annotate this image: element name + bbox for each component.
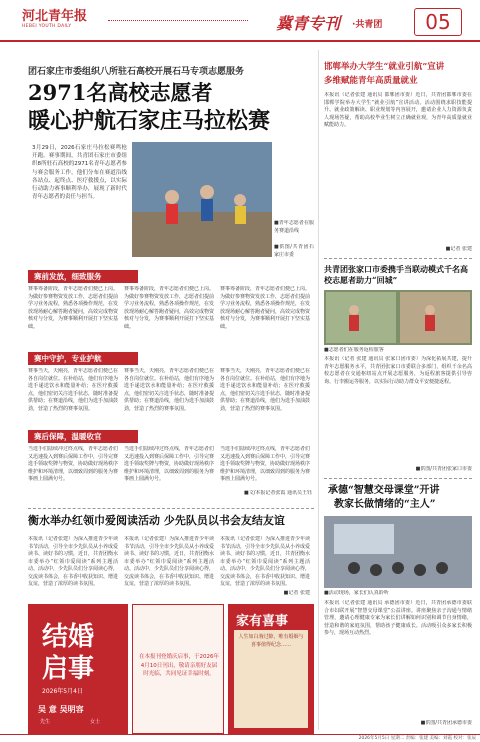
paper-name: 河北青年报 — [22, 9, 88, 24]
ad-notice-text: 在本报刊登婚庆启事，于2026年4月10日刊出，敬请亲朋好友届时光临，共同见证幸福时刻。 — [139, 654, 219, 677]
culture-headline: 衡水举办红领巾爱阅读活动 少先队员以书会友结友谊 — [28, 514, 285, 527]
ad-joy-lines: 人生如白驹过隙，唯有婚姻与喜事值得纪念…… — [238, 634, 304, 648]
lead-credit: ■文/本报记者张霞 通讯员王钰 — [244, 490, 312, 496]
volunteer-photo-icon — [324, 290, 472, 345]
paper-name-en: HEBEI YOUTH DAILY — [22, 24, 72, 29]
sub-heading-2: 赛中守护，专业护航 — [28, 352, 138, 365]
right-bottom-credit: ■供图/共青团承德市委 — [420, 720, 472, 726]
right-top-text: 本报讯（记者张建 通讯员 邯郸团市委）近日，共青团邯郸市委在邯郸学院举办大学生“就业引航”宣讲活动。活动围绕求职技能提升、就业政策解读、职业规划等内容展开，邀请企业人力资源负责人现场答疑，帮助高校毕业生树立正确就业观，为青年高质量就业赋能助力。 — [324, 92, 472, 128]
ad-joy — [228, 604, 314, 734]
ad-joy-title: 家有喜事 — [236, 614, 289, 629]
right-mid-credit: ■供图/共青团张家口市委 — [415, 466, 472, 472]
sub-heading-1: 赛前发放，细致服务 — [28, 270, 138, 283]
sub-text-1c: 赛事筹备阶段，青年志愿者们便已上岗。为做好参赛物资发放工作，志愿者们提前学习业务流程，熟悉各项操作规范，在发放现场耐心解答跑者疑问，高效完成物资核对与分发，为赛事顺利开展打下坚实基础。 — [220, 286, 310, 330]
culture-text-a: 本报讯（记者张建）为深入推进青少年读书节活动，引导全市少先队员从小养成爱读书、读好书的习惯，近日，共青团衡水市委举办“红领巾爱阅读”系列主题活动。活动中，少先队员们分享阅读心得，交流读书体会，在书香中收获知识、增进友谊，营造了浓厚的读书氛围。 — [28, 536, 118, 587]
sub-text-1a: 赛事筹备阶段，青年志愿者们便已上岗。为做好参赛物资发放工作，志愿者们提前学习业务流程，熟悉各项操作规范，在发放现场耐心解答跑者疑问，高效完成物资核对与分发，为赛事顺利开展打下坚实基础。 — [28, 286, 118, 330]
sub-text-3b: 当选手们陆续冲过终点线，青年志愿者们又迅速投入到赛后保障工作中，引导完赛选手领取奖牌与物资，协助做好现场秩序维护和环境清理，以细致周到的服务为赛事画上圆满句号。 — [124, 446, 214, 482]
divider-right-2 — [324, 478, 472, 479]
ad-notice — [132, 604, 224, 734]
masthead-dots — [108, 20, 248, 21]
section-title: 冀青专刊 — [276, 14, 341, 33]
ad-wedding-title-2: 启事 — [42, 654, 95, 684]
right-bottom-photo-caption: ■活动现场，家长们认真聆听 — [324, 590, 389, 596]
sub-text-3a: 当选手们陆续冲过终点线，青年志愿者们又迅速投入到赛后保障工作中，引导完赛选手领取奖牌与物资，协助做好现场秩序维护和环境清理，以细致周到的服务为赛事画上圆满句号。 — [28, 446, 118, 482]
section-sub: ·共青团 — [352, 20, 383, 30]
ad-wedding-date: 2026年5月4日 — [42, 688, 83, 695]
divider-right-1 — [324, 258, 472, 259]
right-mid-photo — [324, 290, 472, 345]
right-bottom-photo — [324, 516, 472, 588]
right-column-rule — [318, 50, 319, 730]
page-number-box — [414, 8, 462, 36]
right-bottom-text: 本报讯（记者张建 通讯员 承德团市委）近日，共青团承德市委联合市妇联开展“智慧交母课堂”公益讲座。讲座聚焦亲子沟通与情绪管理，邀请心理健康专家为家长们讲解如何识别和调节自身情绪，营造和谐的家庭氛围，帮助孩子健康成长。活动吸引众多家长积极参与，现场互动热烈。 — [324, 600, 472, 636]
right-mid-text: 本报讯（记者 张建 通讯员 张家口团市委）为深化拓展共建，提升青年志愿服务水平，共青团张家口市委联合多部门，组织千余名高校志愿者在交通枢纽站点开展志愿服务，为返程旅客提供引导咨询、行李搬运等服务，以实际行动助力群众平安便捷返程。 — [324, 356, 472, 385]
lead-intro: 3月29日，2026石家庄马拉松赛鸣枪开跑。赛事期间，共青团石家庄市委组织8所驻石高校的2971名青年志愿者参与赛会服务工作，他们分布在赛道沿线各站点、起终点、医疗救援点，以实际行动助力赛事顺利举办，展现了新时代青年志愿者的责任与担当。 — [32, 145, 127, 201]
lead-photo — [132, 142, 272, 257]
sub-heading-3: 赛后保障，温暖收官 — [28, 430, 138, 443]
right-mid-photo-caption: ■志愿者们在服务返程旅客 — [324, 347, 384, 353]
marathon-photo-icon — [132, 142, 272, 257]
page-number: 05 — [425, 10, 451, 34]
footer-text: 2026年5月5日 星期二 责编：张建 美编：刘霞 校对：张辰 — [358, 736, 476, 741]
right-bottom-headline-2: 教家长做情绪的“主人” — [334, 499, 436, 510]
lead-headline-2: 暖心护航石家庄马拉松赛 — [28, 108, 271, 134]
ad-wedding-names: 吴 意 吴明容 — [38, 705, 84, 714]
culture-text-b: 本报讯（记者张建）为深入推进青少年读书节活动，引导全市少先队员从小养成爱读书、读好书的习惯，近日，共青团衡水市委举办“红领巾爱阅读”系列主题活动。活动中，少先队员们分享阅读心得，交流读书体会，在书香中收获知识、增进友谊，营造了浓厚的读书氛围。 — [124, 536, 214, 587]
ad-wedding-label-2: 女士 — [90, 719, 101, 725]
culture-credit: ■记者 张建 — [283, 590, 310, 596]
culture-text-c: 本报讯（记者张建）为深入推进青少年读书节活动，引导全市少先队员从小养成爱读书、读好书的习惯，近日，共青团衡水市委举办“红领巾爱阅读”系列主题活动。活动中，少先队员们分享阅读心得，交流读书体会，在书香中收获知识、增进友谊，营造了浓厚的读书氛围。 — [220, 536, 310, 587]
lead-photo-credit: ■供图/共青团石家庄市委 — [274, 244, 314, 258]
lead-photo-caption: ■青年志愿者在服务赛道沿线 — [274, 220, 314, 234]
masthead — [0, 0, 480, 42]
lead-kicker: 团石家庄市委组织八所驻石高校开展石马专项志愿服务 — [28, 67, 245, 77]
lead-headline-1: 2971名高校志愿者 — [28, 80, 213, 105]
ad-wedding-title-1: 结婚 — [42, 622, 95, 652]
sub-text-2b: 赛事当天，天刚亮，青年志愿者们便已在各自岗位就位。在补给站，他们有序地为选手递送饮水和能量补给；在医疗救援点，他们密切关注选手状态，随时准备提供帮助；在赛道沿线，他们为选手加油鼓劲，营造了热烈的赛事氛围。 — [124, 368, 214, 412]
right-bottom-headline-1: 承德“智慧交母课堂”开讲 — [328, 485, 440, 496]
classroom-photo-icon — [324, 516, 472, 588]
sub-text-2c: 赛事当天，天刚亮，青年志愿者们便已在各自岗位就位。在补给站，他们有序地为选手递送饮水和能量补给；在医疗救援点，他们密切关注选手状态，随时准备提供帮助；在赛道沿线，他们为选手加油鼓劲，营造了热烈的赛事氛围。 — [220, 368, 310, 412]
sub-text-1b: 赛事筹备阶段，青年志愿者们便已上岗。为做好参赛物资发放工作，志愿者们提前学习业务流程，熟悉各项操作规范，在发放现场耐心解答跑者疑问，高效完成物资核对与分发，为赛事顺利开展打下坚实基础。 — [124, 286, 214, 330]
right-top-headline-2: 多维赋能青年高质量就业 — [324, 76, 418, 86]
right-top-headline-1: 邯郸举办大学生“就业引航”宣讲 — [324, 62, 445, 72]
ad-joy-body — [234, 630, 308, 728]
right-top-credit: ■记者 张建 — [445, 246, 472, 252]
sub-text-2a: 赛事当天，天刚亮，青年志愿者们便已在各自岗位就位。在补给站，他们有序地为选手递送饮水和能量补给；在医疗救援点，他们密切关注选手状态，随时准备提供帮助；在赛道沿线，他们为选手加油鼓劲，营造了热烈的赛事氛围。 — [28, 368, 118, 412]
ad-wedding-label-1: 先生 — [40, 719, 51, 725]
right-mid-headline: 共青团张家口市委携手当联动模式千名高校志愿者助力“回城” — [324, 264, 468, 285]
sub-text-3c: 当选手们陆续冲过终点线，青年志愿者们又迅速投入到赛后保障工作中，引导完赛选手领取奖牌与物资，协助做好现场秩序维护和环境清理，以细致周到的服务为赛事画上圆满句号。 — [220, 446, 310, 482]
paper-logo — [22, 9, 102, 35]
ad-wedding — [28, 604, 128, 734]
divider-culture — [28, 508, 314, 509]
masthead-rule — [0, 40, 480, 42]
